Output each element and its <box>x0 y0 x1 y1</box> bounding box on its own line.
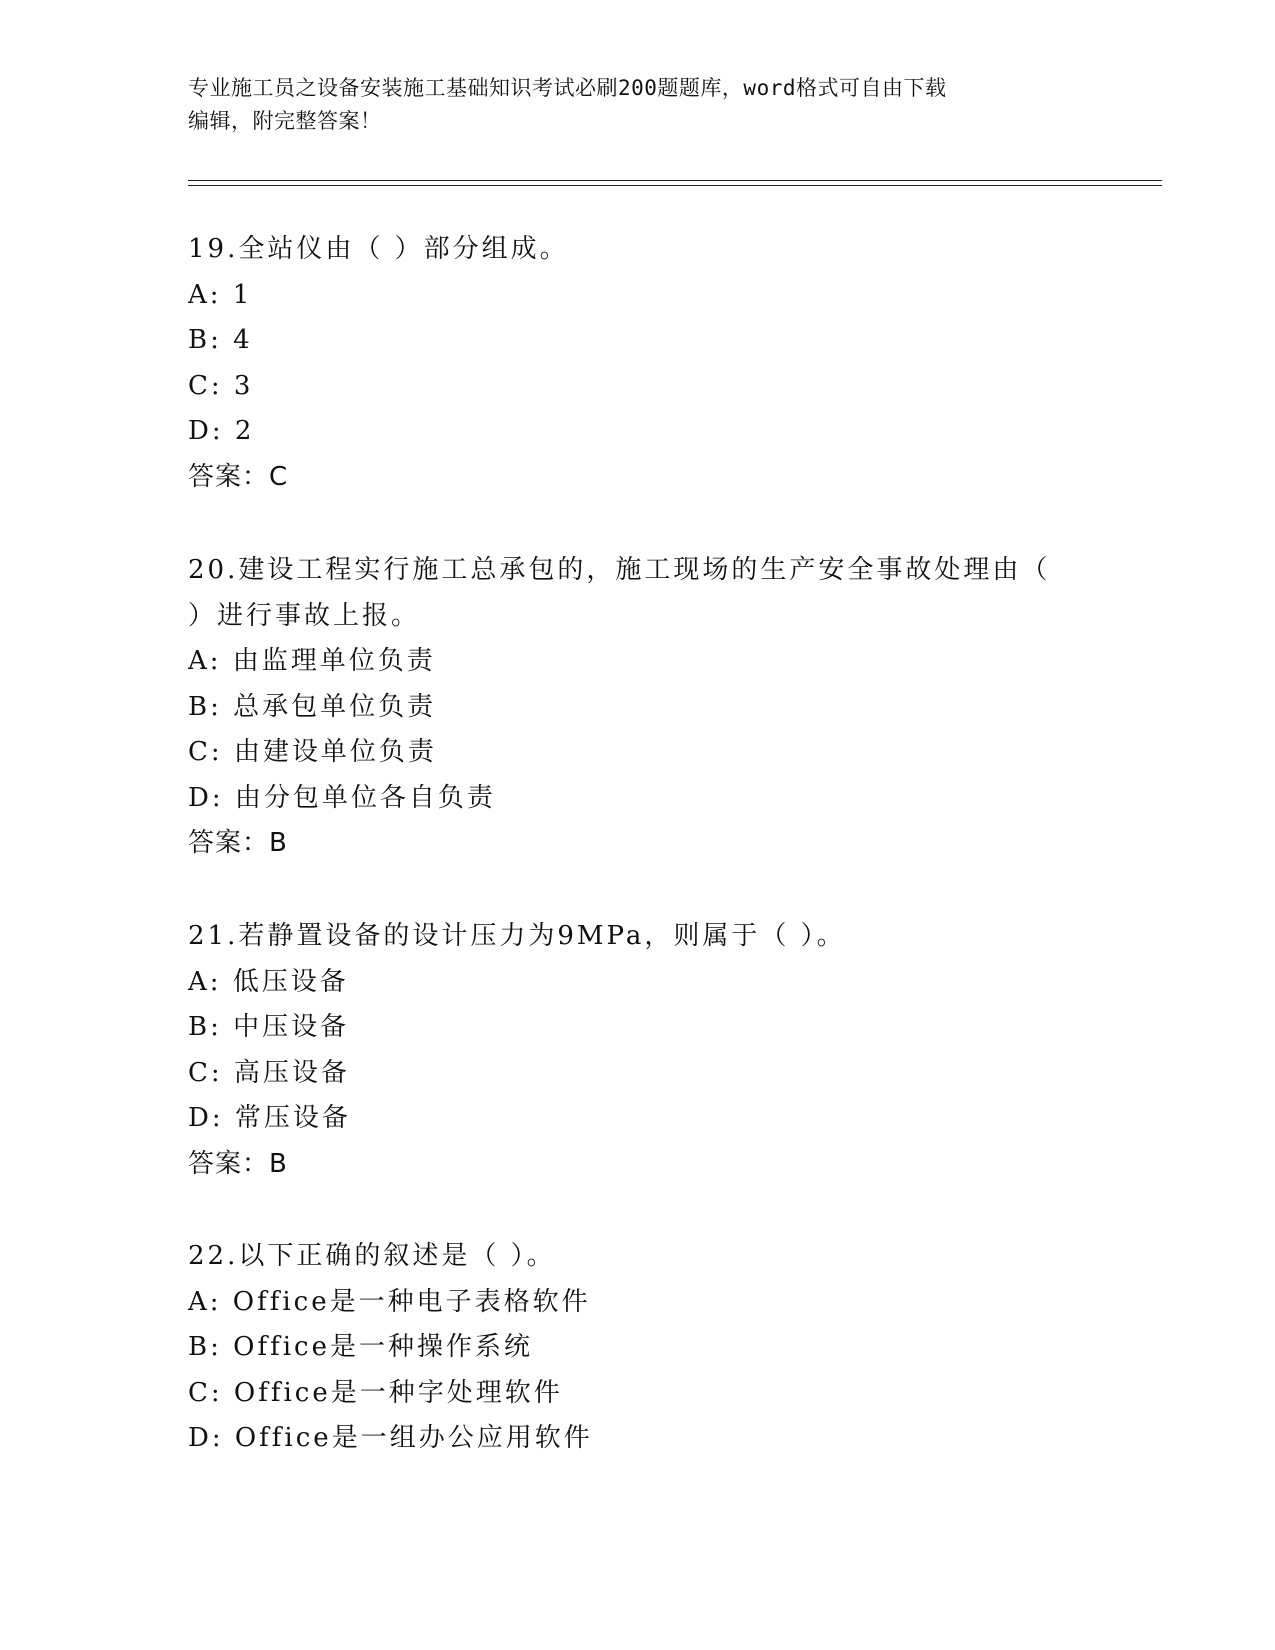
option-b: B: 中压设备 <box>188 1012 350 1042</box>
answer-line: 答案：B <box>188 1148 288 1179</box>
question-19 <box>188 227 1088 500</box>
option-c: C: 3 <box>188 370 254 401</box>
option-d: D: 常压设备 <box>188 1103 351 1133</box>
question-20 <box>188 548 1088 867</box>
question-stem: 20.建设工程实行施工总承包的，施工现场的生产安全事故处理由（ <box>188 555 1051 585</box>
question-stem-continued: ）进行事故上报。 <box>188 600 421 631</box>
answer-line: 答案：B <box>188 828 288 858</box>
option-b: B: 4 <box>188 325 253 355</box>
document-header <box>188 72 1068 138</box>
option-c: C: Office是一种字处理软件 <box>188 1377 563 1408</box>
question-stem: 21.若静置设备的设计压力为9MPa，则属于（ ）。 <box>188 921 846 951</box>
question-22 <box>188 1234 1088 1462</box>
header-divider-bottom <box>188 185 1162 186</box>
question-stem: 19.全站仪由（ ）部分组成。 <box>188 234 569 264</box>
header-line-1: 专业施工员之设备安装施工基础知识考试必刷200题题库，word格式可自由下载 <box>188 76 947 100</box>
answer-line: 答案：C <box>188 461 289 492</box>
question-stem: 22.以下正确的叙述是（ ）。 <box>188 1241 556 1271</box>
option-a: A: 低压设备 <box>188 966 349 997</box>
option-a: A: Office是一种电子表格软件 <box>188 1286 591 1317</box>
option-b: B: 总承包单位负责 <box>188 691 437 722</box>
question-21 <box>188 914 1088 1187</box>
option-a: A: 1 <box>188 279 253 310</box>
option-d: D: 2 <box>188 416 255 446</box>
option-d: D: 由分包单位各自负责 <box>188 782 496 813</box>
option-b: B: Office是一种操作系统 <box>188 1332 533 1362</box>
option-d: D: Office是一组办公应用软件 <box>188 1423 593 1453</box>
option-a: A: 由监理单位负责 <box>188 646 436 676</box>
option-c: C: 由建设单位负责 <box>188 737 437 767</box>
header-line-2: 编辑，附完整答案！ <box>188 109 382 133</box>
option-c: C: 高压设备 <box>188 1057 350 1088</box>
header-divider-top <box>188 180 1162 181</box>
